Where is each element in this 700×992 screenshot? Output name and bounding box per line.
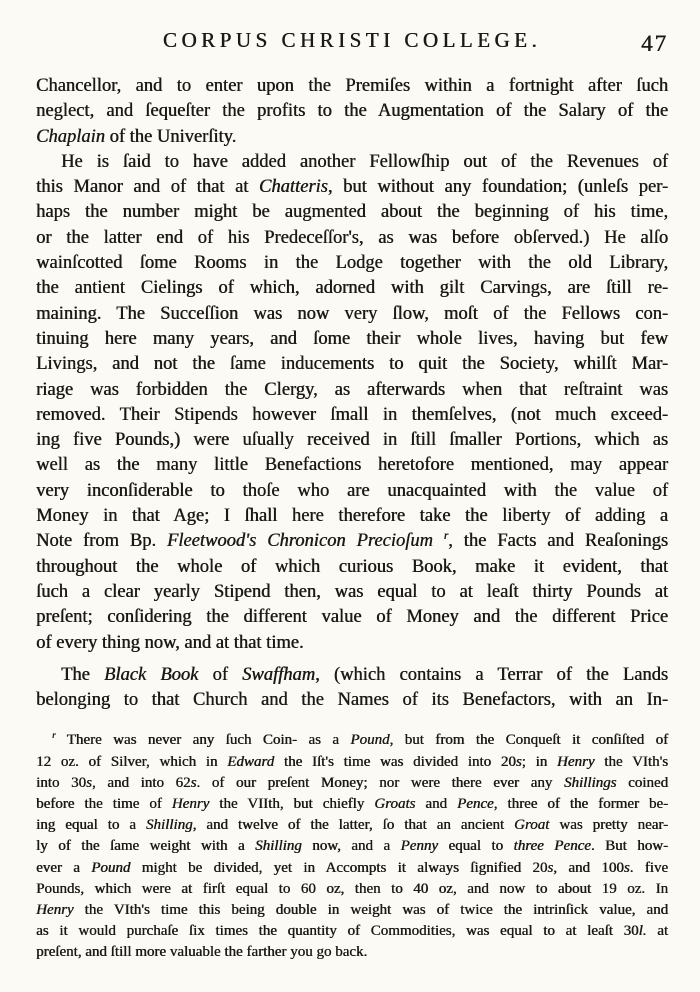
italic-run: Pence	[456, 796, 494, 813]
text-run: the antient Cielings of which, adorned with gilt Carvings, are ſtill re-	[36, 278, 668, 299]
text-run: 12 oz. of Silver, which in	[36, 753, 228, 770]
italic-run: Chaplain	[36, 126, 105, 147]
text-run: was pretty near-	[549, 817, 668, 834]
italic-run: Penny	[400, 838, 438, 855]
text-run: , and twelve of the latter, ſo that an ancient	[192, 817, 514, 834]
text-line	[36, 150, 668, 175]
text-line	[36, 302, 668, 327]
text-run: preſent, and ſtill more valuable the farther you go back.	[36, 944, 368, 961]
text-line	[36, 479, 668, 504]
text-run: wainſcotted ſome Rooms in the Lodge together with the old Library,	[36, 253, 668, 274]
text-run: maining. The Succeſſion was now very ſlow, moſt of the Fellows con-	[36, 303, 668, 324]
text-run	[433, 531, 444, 551]
body-text	[36, 74, 668, 713]
text-line	[36, 378, 668, 403]
text-run: before the time of	[36, 796, 172, 813]
running-title: CORPUS CHRISTI COLLEGE.	[162, 28, 542, 52]
text-run: of	[198, 664, 243, 685]
text-run: the Iſt's time was divided into 20	[274, 753, 516, 770]
text-run: , (which contains a Terrar of the Lands	[315, 664, 668, 685]
text-run: now, and a	[301, 838, 401, 855]
italic-run: s	[515, 753, 522, 770]
text-run	[256, 531, 267, 551]
paragraph	[36, 663, 668, 714]
paragraph	[36, 730, 668, 963]
text-line	[36, 403, 668, 428]
text-run: of the Univerſity.	[104, 126, 237, 147]
text-run: or the latter end of his Predeceſſor's, as was before obſerved.) He alſo	[36, 227, 668, 248]
text-run: as it would purchaſe ſix times the quantity of Commodities, was equal to at leaſt 30	[36, 923, 639, 940]
text-line	[36, 752, 668, 773]
text-line	[36, 815, 668, 836]
text-line	[36, 900, 668, 921]
text-line	[36, 529, 668, 554]
italic-run: Shillings	[563, 774, 617, 791]
text-run: Livings, and not the ſame inducements to quit the Society, whilſt Mar-	[36, 354, 668, 375]
italic-run: Swaffham	[242, 664, 316, 685]
text-run: into 30	[36, 774, 86, 791]
text-run: . five	[629, 859, 668, 876]
text-run: throughout the whole of which curious Book, make it evident, that	[36, 556, 668, 577]
page-number: 47	[641, 31, 668, 56]
text-line	[36, 125, 668, 150]
text-line	[36, 773, 668, 794]
text-line	[36, 428, 668, 453]
text-run: Chancellor, and to enter upon the Premiſes within a fortnight after ſuch	[36, 76, 668, 96]
text-run: neglect, and ſequeſter the profits to the Augmentation of the Salary of the	[36, 101, 668, 122]
italic-run: Henry	[556, 753, 595, 770]
text-run: , but from the Conqueſt it conſiſted of	[389, 732, 668, 749]
text-line	[36, 688, 668, 713]
text-line	[36, 74, 668, 99]
italic-run: Henry	[171, 796, 210, 813]
italic-run: Henry	[36, 902, 74, 919]
text-run: ing five Pounds,) were uſually received in ſtill ſmaller Portions, which as	[36, 430, 668, 451]
italic-run: Groat	[513, 817, 550, 834]
text-run: , and into 62	[91, 774, 191, 791]
text-run: , but without any foundation; (unleſs per-	[327, 177, 669, 198]
text-run: ing equal to a	[36, 817, 146, 834]
paragraph	[36, 150, 668, 656]
text-line	[36, 942, 668, 963]
text-run: The	[61, 664, 104, 685]
text-run: and	[415, 796, 457, 813]
text-line	[36, 453, 668, 478]
text-run: ly of the ſame weight with a	[36, 838, 255, 855]
italic-run: s	[85, 774, 92, 791]
text-line	[36, 175, 668, 200]
text-run: , and 100	[553, 859, 624, 876]
text-run: Pounds, which were at firſt equal to 60 oz, then to 40 oz, and now to about 19 oz. In	[36, 880, 668, 897]
text-line	[36, 631, 668, 656]
text-run: haps the number might be augmented about the beginning of his time,	[36, 202, 668, 223]
italic-run: Edward	[227, 753, 275, 770]
text-run: , three of the former be-	[493, 796, 668, 813]
text-line	[36, 921, 668, 942]
text-line	[36, 99, 668, 124]
text-line	[36, 251, 668, 276]
italic-run: Pound	[91, 859, 131, 876]
text-line	[36, 200, 668, 225]
italic-run: Chronicon Precioſum	[267, 531, 433, 552]
text-line	[36, 836, 668, 857]
italic-run: Groats	[374, 796, 416, 813]
italic-run: s	[623, 859, 630, 876]
footnote-marker: r	[52, 730, 56, 741]
text-run: preſent; conſidering the different value of Money and the different Price	[36, 607, 668, 628]
text-run: equal to	[437, 838, 514, 855]
text-line	[36, 327, 668, 352]
text-run: the VIIth, but chiefly	[209, 796, 375, 813]
text-run: ever a	[36, 859, 92, 876]
text-line	[36, 730, 668, 751]
footnote-section	[36, 730, 668, 963]
text-run: belonging to that Church and the Names of its Benefactors, with an In-	[36, 690, 668, 711]
text-run: very inconſiderable to thoſe who are unacquainted with the value of	[36, 480, 668, 501]
text-line	[36, 879, 668, 900]
text-line	[36, 858, 668, 879]
italic-run: Chatteris	[258, 177, 328, 198]
italic-run: l.	[638, 923, 647, 940]
text-run: the VIth's	[594, 753, 668, 770]
text-line	[36, 605, 668, 630]
text-line	[36, 226, 668, 251]
text-run: this Manor and of that at	[36, 177, 259, 198]
italic-run: Black Book	[103, 664, 199, 685]
text-line	[36, 276, 668, 301]
text-run: ; in	[521, 753, 557, 770]
text-run: He is ſaid to have added another Fellowſhip out of the Revenues of	[61, 151, 668, 172]
text-run: of every thing now, and at that time.	[36, 632, 304, 653]
footnote-marker: r	[443, 530, 449, 543]
text-run: There was never any ſuch Coin- as a	[55, 732, 351, 749]
text-run: tinuing here many years, and ſome their whole lives, having but few	[36, 328, 668, 349]
text-run: removed. Their Stipends however ſmall in themſelves, (not much exceed-	[36, 404, 668, 425]
italic-run: Pound	[350, 732, 390, 749]
text-line	[36, 555, 668, 580]
italic-run: Shilling	[145, 817, 193, 834]
text-run: . But how-	[590, 838, 668, 855]
text-run: at	[646, 923, 668, 940]
page-content	[36, 28, 668, 964]
italic-run: Shilling	[255, 838, 302, 855]
text-run: ſuch a clear yearly Stipend then, was equal to at leaſt thirty Pounds at	[36, 581, 668, 602]
italic-run: Fleetwood's	[166, 531, 257, 552]
text-run: coined	[616, 774, 669, 791]
text-run: well as the many little Benefactions heretofore mentioned, may appear	[36, 455, 668, 476]
text-run: the VIth's time this being double in weight was of twice the intrinſick value, and	[73, 902, 668, 919]
text-run: , the Facts and Reaſonings	[448, 531, 668, 552]
italic-run: three Pence	[513, 838, 591, 855]
text-line	[36, 580, 668, 605]
italic-run: s	[190, 774, 197, 791]
text-line	[36, 504, 668, 529]
text-line	[36, 794, 668, 815]
paragraph	[36, 74, 668, 150]
text-run: Note from Bp.	[36, 531, 167, 552]
text-line	[36, 352, 668, 377]
text-run: riage was forbidden the Clergy, as afterwards when that reſtraint was	[36, 379, 668, 400]
page-header	[36, 28, 668, 64]
italic-run: s	[547, 859, 554, 876]
text-run: might be divided, yet in Accompts it always ſignified 20	[130, 859, 548, 876]
text-line	[36, 663, 668, 688]
text-run: . of our preſent Money; nor were there ever any	[196, 774, 564, 791]
text-run: Money in that Age; I ſhall here therefore take the liberty of adding a	[36, 506, 668, 527]
